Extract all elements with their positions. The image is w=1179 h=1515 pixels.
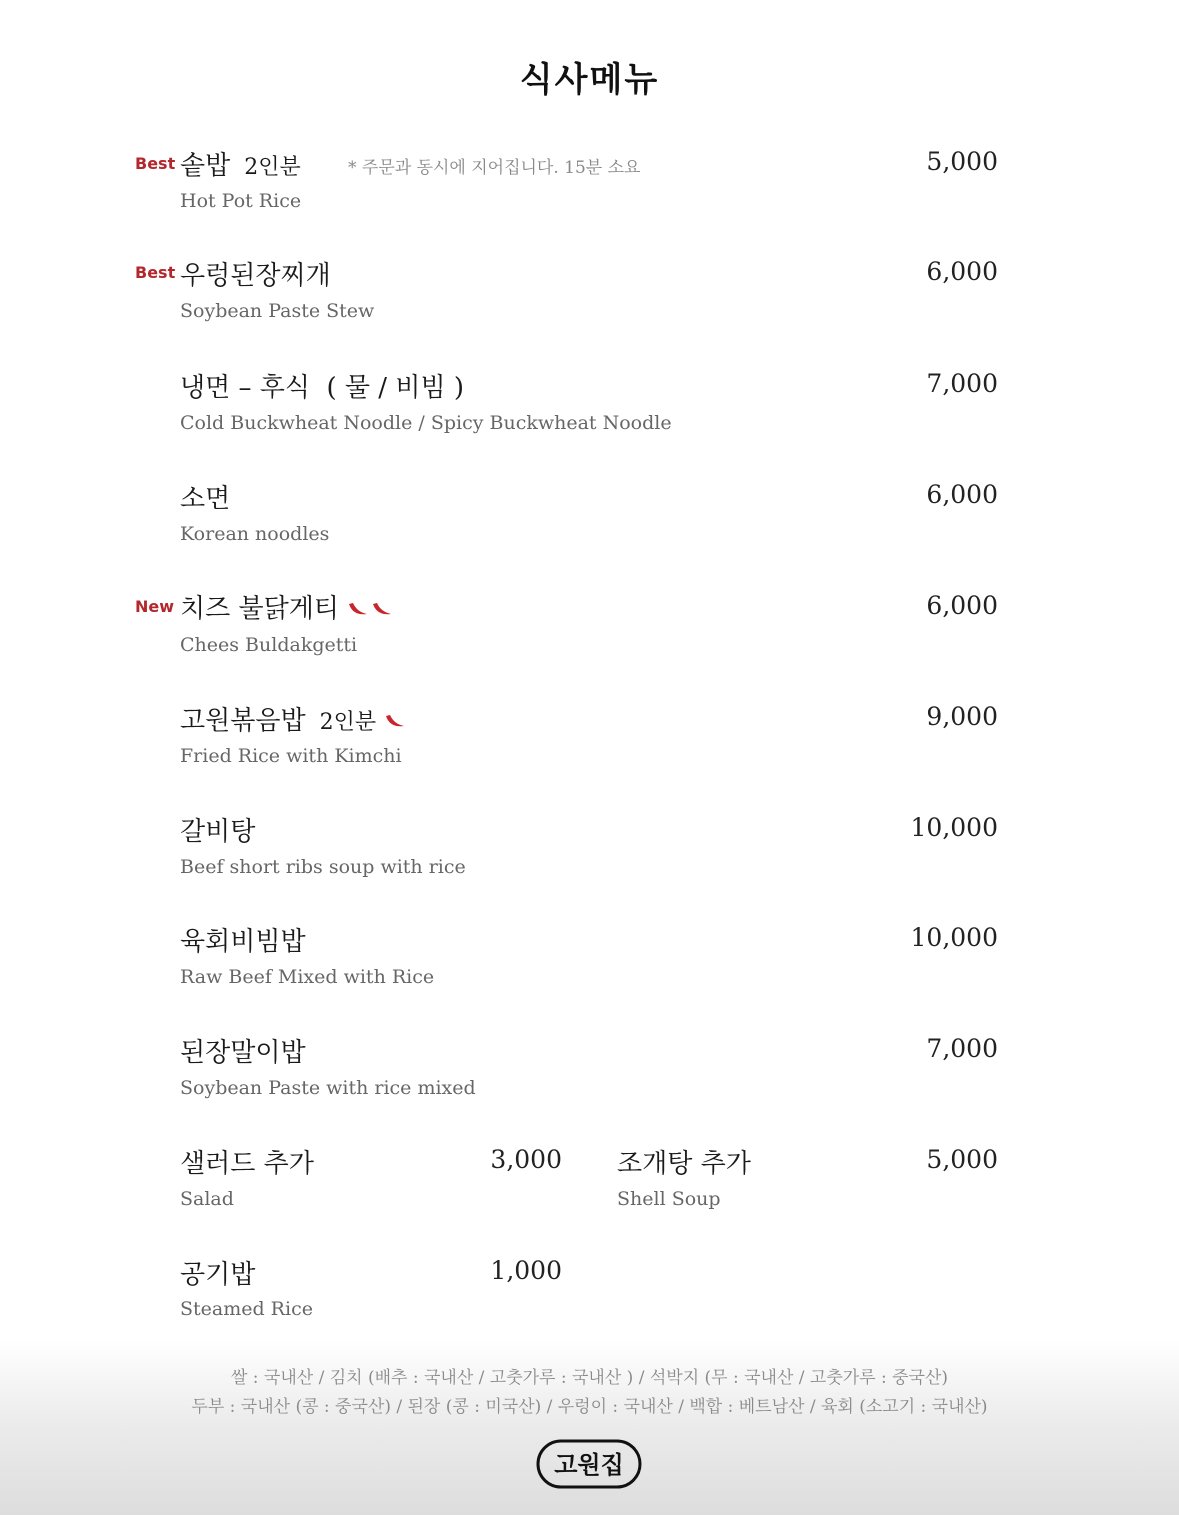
page-title: 식사메뉴 xyxy=(519,60,660,100)
item-name: 공기밥 xyxy=(180,1260,256,1290)
item-name: 갈비탕 xyxy=(180,817,256,847)
item-english-name: Soybean Paste with rice mixed xyxy=(180,1077,476,1099)
item-english-name: Beef short ribs soup with rice xyxy=(180,856,466,878)
item-price: 3,000 xyxy=(490,1145,562,1174)
item-english-name: Hot Pot Rice xyxy=(180,190,302,212)
item-name: 우렁된장찌개 xyxy=(180,261,331,291)
best-badge: Best xyxy=(135,263,176,282)
item-name: 소면 xyxy=(180,484,231,514)
item-price: 5,000 xyxy=(926,1145,998,1174)
item-price: 7,000 xyxy=(926,369,998,398)
origin-info-line-1: 쌀 : 국내산 / 김치 (배추 : 국내산 / 고춧가루 : 국내산 ) / 석박지 (무 : 국내산 / 고춧가루 : 중국산) xyxy=(230,1368,949,1388)
item-english-name: Raw Beef Mixed with Rice xyxy=(180,966,435,988)
item-price: 10,000 xyxy=(910,813,998,842)
item-name xyxy=(180,700,408,737)
chili-pepper-icon xyxy=(347,595,371,625)
item-price: 6,000 xyxy=(926,591,998,620)
item-serving: 2인분 xyxy=(244,155,301,180)
item-name-main: 고원볶음밥 xyxy=(180,706,306,736)
logo-text: 고원집 xyxy=(554,1451,624,1479)
item-name xyxy=(180,588,395,625)
item-english-name: Salad xyxy=(180,1188,234,1210)
item-name-main: 치즈 불닭게티 xyxy=(180,594,339,624)
item-price: 10,000 xyxy=(910,923,998,952)
item-name: 조개탕 추가 xyxy=(617,1149,751,1179)
new-badge: New xyxy=(135,597,175,616)
item-price: 7,000 xyxy=(926,1034,998,1063)
item-serving: 2인분 xyxy=(319,710,377,735)
item-note: * 주문과 동시에 지어집니다. 15분 소요 xyxy=(348,158,641,178)
item-english-name: Korean noodles xyxy=(180,523,330,545)
chili-pepper-icon xyxy=(371,595,395,625)
item-english-name: Shell Soup xyxy=(617,1188,721,1210)
item-price: 6,000 xyxy=(926,257,998,286)
best-badge: Best xyxy=(135,154,176,173)
item-name-main: 솥밥 xyxy=(180,151,231,181)
item-english-name: Chees Buldakgetti xyxy=(180,634,358,656)
item-name: 육회비빔밥 xyxy=(180,927,306,957)
item-english-name: Fried Rice with Kimchi xyxy=(180,745,402,767)
item-price: 5,000 xyxy=(926,147,998,176)
item-name xyxy=(180,145,301,182)
restaurant-logo xyxy=(535,1436,643,1492)
chili-pepper-icon xyxy=(384,707,408,737)
item-name: 된장말이밥 xyxy=(180,1038,306,1068)
item-english-name: Soybean Paste Stew xyxy=(180,300,375,322)
item-price: 9,000 xyxy=(926,702,998,731)
item-price: 1,000 xyxy=(490,1256,562,1285)
item-name: 샐러드 추가 xyxy=(180,1149,314,1179)
item-english-name: Cold Buckwheat Noodle / Spicy Buckwheat Noodle xyxy=(180,412,672,434)
origin-info-line-2: 두부 : 국내산 (콩 : 중국산) / 된장 (콩 : 미국산) / 우렁이 : 국내산 / 백합 : 베트남산 / 육회 (소고기 : 국내산) xyxy=(191,1397,988,1417)
item-name: 냉면 – 후식 ( 물 / 비빔 ) xyxy=(180,373,464,403)
item-english-name: Steamed Rice xyxy=(180,1298,313,1320)
item-price: 6,000 xyxy=(926,480,998,509)
